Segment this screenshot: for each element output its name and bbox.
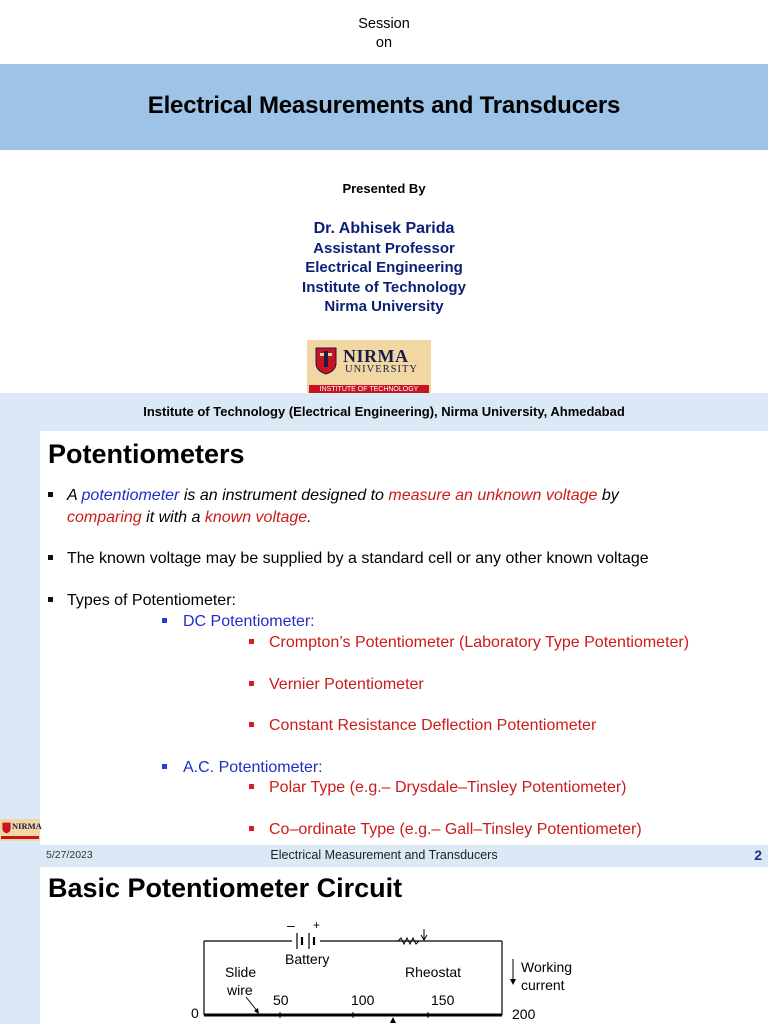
slide-wire-label: Slide bbox=[225, 964, 257, 980]
footer-course-title: Electrical Measurement and Transducers bbox=[270, 848, 498, 862]
definition-text: . bbox=[307, 509, 312, 526]
highlight-known-voltage: known voltage bbox=[204, 509, 308, 526]
dc-item: Crompton’s Potentiometer (Laboratory Type Potentiometer) bbox=[269, 634, 690, 651]
bullet-marker bbox=[249, 681, 254, 686]
rheostat-label: Rheostat bbox=[405, 964, 462, 980]
bullet-marker bbox=[249, 639, 254, 644]
bullet-known-voltage: The known voltage may be supplied by a standard cell or any other known voltage bbox=[67, 550, 649, 567]
title-band bbox=[0, 64, 768, 150]
basic-circuit-slide bbox=[0, 867, 768, 1024]
slide-title: Potentiometers bbox=[48, 439, 245, 469]
scale-mark: 100 bbox=[351, 992, 375, 1008]
bullet-marker bbox=[249, 722, 254, 727]
presenter-role: Assistant Professor bbox=[313, 239, 455, 257]
bullet-marker bbox=[48, 555, 53, 560]
presenter-university: Nirma University bbox=[324, 298, 444, 315]
scale-mark: 50 bbox=[273, 992, 289, 1008]
working-current-label-2: current bbox=[521, 977, 565, 993]
definition-text: by bbox=[597, 487, 619, 504]
potentiometers-slide bbox=[0, 431, 768, 845]
page-number: 2 bbox=[754, 847, 762, 863]
rheostat-icon bbox=[398, 929, 427, 944]
working-current-label: Working bbox=[521, 959, 573, 975]
definition-text: it with a bbox=[141, 509, 205, 526]
bullet-definition bbox=[67, 485, 767, 529]
crest-icon bbox=[2, 822, 11, 834]
dc-item: Constant Resistance Deflection Potentiometer bbox=[269, 717, 597, 734]
term-potentiometer: potentiometer bbox=[81, 487, 180, 504]
logo-subtitle: UNIVERSITY bbox=[345, 364, 418, 375]
mini-logo-name: NIRMA bbox=[12, 821, 42, 831]
presenter-institute: Institute of Technology bbox=[302, 278, 466, 296]
definition-text: A bbox=[67, 487, 82, 504]
bullet-marker bbox=[249, 826, 254, 831]
dc-item: Vernier Potentiometer bbox=[269, 676, 424, 693]
session-on-line: on bbox=[375, 35, 393, 51]
bullet-marker bbox=[48, 492, 53, 497]
presenter-name: Dr. Abhisek Parida bbox=[313, 220, 455, 237]
session-line: Session bbox=[358, 16, 410, 32]
slide-title: Basic Potentiometer Circuit bbox=[48, 873, 403, 903]
slide-footer bbox=[0, 845, 768, 867]
mini-logo-band bbox=[1, 836, 39, 839]
side-strip bbox=[0, 431, 40, 845]
institute-footer-text: Institute of Technology (Electrical Engineering), Nirma University, Ahmedabad bbox=[143, 404, 625, 419]
side-strip bbox=[0, 867, 40, 1024]
presented-by-label: Presented By bbox=[342, 181, 426, 196]
ac-potentiometer-label: A.C. Potentiometer: bbox=[183, 759, 323, 776]
footer-date: 5/27/2023 bbox=[46, 849, 93, 861]
crest-icon bbox=[315, 347, 337, 375]
bullet-marker bbox=[162, 618, 167, 623]
presenter-department: Electrical Engineering bbox=[305, 259, 463, 276]
highlight-comparing: comparing bbox=[67, 509, 142, 526]
arrow-down-icon bbox=[510, 959, 516, 985]
presentation-title: Electrical Measurements and Transducers bbox=[147, 92, 621, 119]
ac-item: Co–ordinate Type (e.g.– Gall–Tinsley Potentiometer) bbox=[269, 821, 642, 838]
nirma-mini-logo bbox=[0, 819, 40, 841]
bullet-marker bbox=[162, 764, 167, 769]
dc-potentiometer-label: DC Potentiometer: bbox=[183, 613, 315, 630]
title-slide bbox=[0, 0, 768, 393]
highlight-unknown-voltage: measure an unknown voltage bbox=[388, 487, 598, 504]
scale-mark: 0 bbox=[191, 1005, 199, 1021]
scale-mark: 150 bbox=[431, 992, 455, 1008]
battery-plus-sign: + bbox=[313, 918, 321, 932]
logo-band: INSTITUTE OF TECHNOLOGY bbox=[309, 385, 429, 394]
bullet-types: Types of Potentiometer: bbox=[67, 592, 236, 609]
nirma-logo bbox=[307, 340, 431, 394]
session-heading bbox=[0, 15, 768, 53]
bullet-marker bbox=[48, 597, 53, 602]
battery-minus-sign: – bbox=[287, 917, 295, 933]
definition-text: is an instrument designed to bbox=[179, 487, 389, 504]
scale-mark: 200 bbox=[512, 1006, 536, 1022]
presenter-block bbox=[0, 219, 768, 317]
battery-icon bbox=[297, 933, 314, 949]
bullet-marker bbox=[249, 784, 254, 789]
slide-wire-label-2: wire bbox=[227, 982, 253, 998]
ac-item: Polar Type (e.g.– Drysdale–Tinsley Potentiometer) bbox=[269, 779, 627, 796]
title-slide-footer bbox=[0, 393, 768, 431]
logo-name: NIRMA bbox=[343, 346, 409, 366]
battery-label: Battery bbox=[285, 951, 330, 967]
